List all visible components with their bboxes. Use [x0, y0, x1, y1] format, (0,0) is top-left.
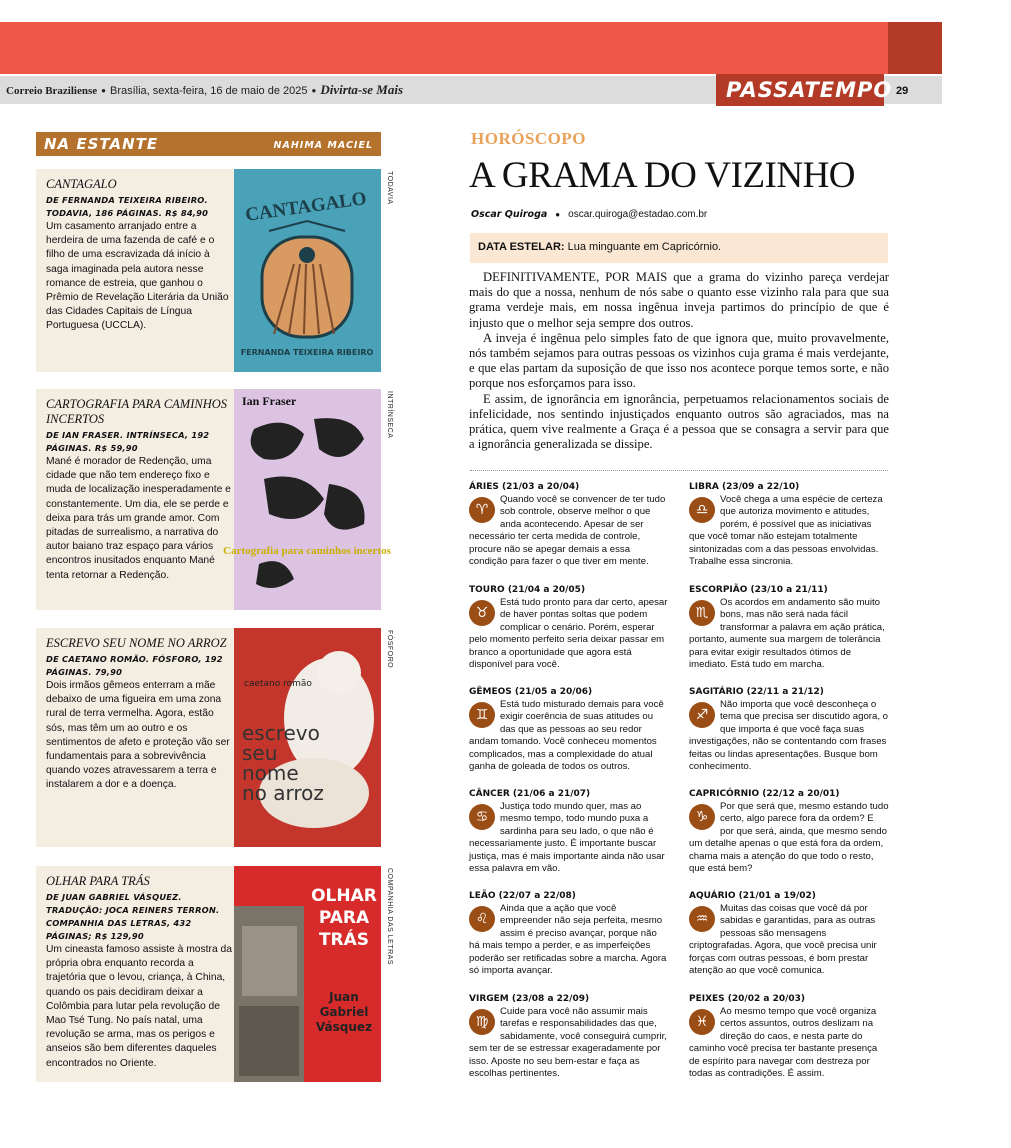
svg-text:nome: nome: [242, 761, 299, 785]
header-line: Correio Braziliense ● Brasília, sexta-feira, 16 de maio de 2025 ● Divirta-se Mais: [6, 82, 404, 97]
sign-name: LIBRA (23/09 a 22/10): [689, 482, 800, 492]
cover-title: CANTAGALO: [243, 188, 368, 226]
sign-text: Ao mesmo tempo que você organiza certos assuntos, outros deslizam na direção do caos, e nesta parte do caminho você precisa ter bastante presença de espírito para navegar com destreza por todas as contradições. É assim.: [689, 1006, 878, 1080]
sign-text: Está tudo pronto para dar certo, apesar de haver pontas soltas que podem complicar o cenário. Porém, esperar pelo momento perfeito seria deixar passar em branco a oportunidade que agora está disponível para você.: [469, 597, 668, 671]
sign-virgem: [469, 993, 669, 1080]
book-card-olhar: [36, 866, 381, 1082]
aquarius-icon: ♒: [689, 906, 715, 932]
publisher-credit: COMPANHIA DAS LETRAS: [386, 868, 393, 966]
sign-aries: [469, 481, 669, 568]
book-cover-cantagalo: [234, 169, 381, 372]
paragraph: A inveja é ingênua pelo simples fato de que ignora que, muito provavelmente, nós também sejamos para outras pessoas os vizinhos cuja grama é mais verdejante, e que elas partam da suposição de que isso nos acontece porque temos sorte, e não porque nos esforçamos para isso.: [469, 330, 889, 391]
top-color-bar: [0, 22, 942, 74]
publisher-credit: INTRÍNSECA: [386, 391, 393, 439]
sign-name: VIRGEM (23/08 a 22/09): [469, 994, 590, 1004]
aries-icon: ♈: [469, 497, 495, 523]
sign-name: SAGITÁRIO (22/11 a 21/12): [689, 687, 824, 697]
data-estelar-box: [470, 233, 888, 263]
page-number: 29: [896, 85, 909, 97]
sign-text: Justiça todo mundo quer, mas ao mesmo tempo, todo mundo puxa a sardinha para seu lado, o que não é necessariamente justo. É importante buscar justiça, mas é mais importante ainda não usar essa palavra em vão.: [469, 801, 665, 875]
paragraph: DEFINITIVAMENTE, POR MAIS que a grama do vizinho pareça verdejar mais do que a nossa, nenhum de nós sabe o quanto esse vizinho rala para que sua grama verdeje mais, em nossa ingênua inveja partimos do princípio de que é injusto que o melhor seja sempre dos outros.: [469, 270, 889, 330]
svg-text:Gabriel: Gabriel: [319, 1005, 369, 1019]
article-body: [469, 270, 889, 452]
sign-text: Ainda que a ação que você empreender não seja perfeita, mesmo assim é preciso avançar, porque não há mais tempo a perder, e as imperfeições poderão ser retificadas sobre a marcha. Agora só importa avançar.: [469, 903, 667, 977]
cover-title: Cartografia para caminhos incertos: [223, 545, 391, 557]
scorpio-icon: ♏: [689, 600, 715, 626]
cover-author: FERNANDA TEIXEIRA RIBEIRO: [240, 348, 374, 357]
sign-libra: [689, 481, 889, 568]
dateline: Brasília, sexta-feira, 16 de maio de 2025: [109, 85, 308, 97]
book-card-cantagalo: [36, 169, 381, 372]
section-kicker: HORÓSCOPO: [471, 129, 587, 148]
sign-name: ESCORPIÃO (23/10 a 21/11): [689, 585, 828, 595]
sign-text: Quando você se convencer de ter tudo sob controle, observe melhor o que anda acontecendo. Apesar de ser necessário ter certa medida de controle, procure não se apegar demais a essa condição para fazer o que tiver em mente.: [469, 494, 666, 568]
estelar-text: Lua minguante em Capricórnio.: [567, 241, 722, 253]
divider: [470, 470, 888, 471]
publisher-credit: FÓSFORO: [386, 630, 393, 669]
newspaper-brand: Correio Braziliense: [6, 85, 98, 97]
sign-text: Cuide para você não assumir mais tarefas e responsabilidades das que, sabidamente, você conseguirá cumprir, sem ter de se estressar exageradamente por isso. Aposte no seu bem-estar e faça as escolhas pertinentes.: [469, 1006, 667, 1080]
gemini-icon: ♊: [469, 702, 495, 728]
sign-peixes: [689, 993, 889, 1080]
sign-name: TOURO (21/04 a 20/05): [469, 585, 586, 595]
sign-text: Muitas das coisas que você dá por sabidas e garantidas, para as outras pessoas são mensagens criptografadas. Agora, que você precisa unir forças com outras pessoas, é bom prestar atenção ao que você comunica.: [689, 903, 877, 977]
svg-text:escrevo: escrevo: [242, 721, 320, 745]
svg-text:no arroz: no arroz: [242, 781, 324, 805]
sign-leao: [469, 890, 669, 977]
book-description: Dois irmãos gêmeos enterram a mãe debaixo de uma figueira em uma zona rural de terra vermelha. Agora, estão sós, mas têm um ao outro e os sentimentos de afeto e proteção vão ser fundamentais para a sobrevivência quando vozes atravessarem a terra e instalarem a dor e a doença.: [46, 680, 230, 791]
book-meta: DE CAETANO ROMÃO. FÓSFORO, 192 PÁGINAS. 79,90: [46, 654, 223, 677]
virgo-icon: ♍: [469, 1009, 495, 1035]
sign-cancer: [469, 788, 669, 875]
publisher-credit: TODAVIA: [386, 171, 393, 205]
sagittarius-icon: ♐: [689, 702, 715, 728]
sign-aquario: [689, 890, 889, 977]
sign-name: GÊMEOS (21/05 a 20/06): [469, 687, 593, 697]
book-title: ESCREVO SEU NOME NO ARROZ: [46, 636, 227, 650]
sign-text: Está tudo misturado demais para você exigir coerência de suas atitudes ou das que as pessoas ao seu redor andam tomando. Você conheceu momentos complicados, mas a complexidade do atual ganha de goleada de todos os outros.: [469, 699, 664, 773]
book-meta: DE IAN FRASER. INTRÍNSECA, 192 PÁGINAS. R$ 59,90: [46, 430, 210, 453]
svg-text:Juan: Juan: [329, 990, 359, 1004]
taurus-icon: ♉: [469, 600, 495, 626]
estante-title: NA ESTANTE: [44, 135, 159, 153]
capricorn-icon: ♑: [689, 804, 715, 830]
book-cover-escrevo: [234, 628, 381, 847]
cover-author: caetano romão: [244, 679, 312, 689]
sign-escorpiao: [689, 584, 889, 671]
leo-icon: ♌: [469, 906, 495, 932]
svg-text:TRÁS: TRÁS: [318, 930, 370, 950]
svg-text:PARA: PARA: [318, 908, 370, 928]
book-meta: DE FERNANDA TEIXEIRA RIBEIRO. TODAVIA, 186 PÁGINAS. R$ 84,90: [46, 195, 209, 218]
sign-text: Os acordos em andamento são muito bons, mas não será nada fácil transformar a palavra em ação prática, portanto, aumente sua margem de tolerância para evitar exigir resultados ótimos de imediato. Está tudo em marcha.: [689, 597, 885, 671]
book-title: CARTOGRAFIA PARA CAMINHOS INCERTOS: [46, 397, 228, 426]
svg-text:Vásquez: Vásquez: [315, 1020, 373, 1034]
sign-touro: [469, 584, 669, 671]
book-meta: DE JUAN GABRIEL VÁSQUEZ. TRADUÇÃO: JOCA REINERS TERRON. COMPANHIA DAS LETRAS, 432 PÁGINAS; R$ 129,90: [46, 892, 220, 941]
sign-name: CAPRICÓRNIO (22/12 a 20/01): [689, 789, 840, 799]
top-color-bar-accent: [888, 22, 942, 74]
libra-icon: ♎: [689, 497, 715, 523]
sign-capricornio: [689, 788, 889, 875]
sign-text: Não importa que você desconheça o tema que precisa ser discutido agora, o que importa é que você faça suas investigações, não se contentando com frases feitas ou lindas apresentações. Busque bom conhecimento.: [689, 699, 888, 773]
cover-author: Ian Fraser: [242, 394, 297, 408]
sign-name: PEIXES (20/02 a 20/03): [689, 994, 806, 1004]
sign-sagitario: [689, 686, 889, 773]
section-name: Divirta-se Mais: [320, 82, 404, 97]
paragraph: E assim, de ignorância em ignorância, perpetuamos relacionamentos sociais de infelicidade, nos sentindo injustiçados enquanto outros são agraciados, mas na prática, quem vive realmente a Graça é a pessoa que se consagra a servir para que a ignorância generalizada se dissipe.: [469, 391, 889, 452]
book-title: OLHAR PARA TRÁS: [46, 874, 150, 888]
book-title: CANTAGALO: [46, 177, 117, 191]
estelar-label: DATA ESTELAR:: [478, 241, 565, 253]
sign-text: Por que será que, mesmo estando tudo certo, algo parece fora da ordem? E por que será, ainda, que mesmo sendo um detalhe apenas o que está fora da ordem, chama mais a atenção do que todo o resto, que está bem?: [689, 801, 889, 875]
headline: A GRAMA DO VIZINHO: [469, 155, 856, 196]
sign-gemeos: [469, 686, 669, 773]
estante-author: NAHIMA MACIEL: [273, 140, 373, 151]
book-description: Mané é morador de Redenção, uma cidade que não tem endereço fixo e muda de localização inesperadamente e constantemente. Um dia, ele se perde e deixa para trás um grande amor. Com pitadas de surrealismo, a narrativa do autor baiano traz espaço para vários encontros inusitados enquanto Mané tenta retornar a Redenção.: [46, 456, 231, 581]
author-email: oscar.quiroga@estadao.com.br: [568, 209, 708, 220]
sign-name: AQUÁRIO (21/01 a 19/02): [689, 891, 816, 901]
sign-name: ÁRIES (21/03 a 20/04): [469, 482, 580, 492]
cancer-icon: ♋: [469, 804, 495, 830]
pisces-icon: ♓: [689, 1009, 715, 1035]
svg-text:seu: seu: [242, 741, 278, 765]
sign-name: CÂNCER (21/06 a 21/07): [469, 789, 591, 799]
book-card-cartografia: [36, 389, 391, 610]
book-description: Um cineasta famoso assiste à mostra da própria obra enquanto recorda a trajetória que o levou, criança, à China, quando os pais decidiram deixar a Colômbia para lutar pela revolução de Mao Tsé Tung. No país natal, uma revolução se arma, mas os perigos e anseios são bem diferentes daqueles encontrados no Oriente.: [46, 944, 232, 1069]
sign-name: LEÃO (22/07 a 22/08): [469, 891, 576, 901]
estante-header: [36, 132, 381, 156]
svg-text:OLHAR: OLHAR: [311, 886, 377, 906]
sign-text: Você chega a uma espécie de certeza que autoriza movimento e atitudes, porém, é possível que as iniciativas que você tomar não estejam totalmente sintonizadas com a das pessoas envolvidas. Trabalhe essa sincronia.: [689, 494, 883, 568]
byline: Oscar Quiroga ● oscar.quiroga@estadao.com.br: [471, 209, 708, 220]
author-name: Oscar Quiroga: [471, 209, 548, 220]
page-label: PASSATEMPO: [716, 74, 884, 106]
book-card-escrevo: [36, 628, 381, 847]
book-cover-olhar: [234, 866, 381, 1082]
book-description: Um casamento arranjado entre a herdeira de uma fazenda de café e o filho de uma escravizada dá início à saga imaginada pela autora nesse romance de estreia, que ganhou o Prêmio de Revelação Literária da União das Cidades Capitais de Língua Portuguesa (UCCLA).: [46, 221, 229, 332]
